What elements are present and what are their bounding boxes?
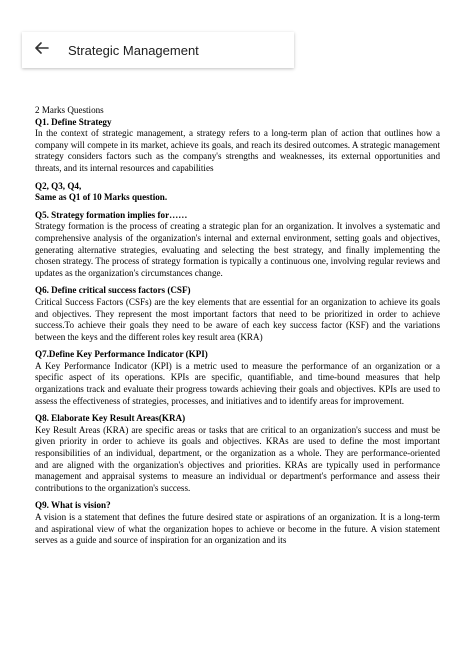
- answer-text: A vision is a statement that defines the future desired state or aspirations of an organization. It is a long-term and aspirational view of what the organization hopes to achieve or become in the future. A vision statement serves as a guide and source of inspiration for an organization and its: [35, 512, 440, 546]
- answer-text: In the context of strategic management, a strategy refers to a long-term plan of action that outlines how a company will compete in its market, achieve its goals, and reach its desired outcomes. A strategic management strategy considers factors such as the company's strengths and weaknesses, its external opportunities and threats, and its internal resources and capabilities: [35, 128, 440, 173]
- answer-text: A Key Performance Indicator (KPI) is a metric used to measure the performance of an organization or a specific aspect of its operations. KPIs are specific, quantifiable, and time-bound measures that help organizations track and evaluate their progress towards achieving their goals and objectives. KPIs are used to assess the effectiveness of strategies, processes, and initiatives and to identify areas for improvement.: [35, 360, 440, 406]
- page-title: Strategic Management: [68, 42, 199, 58]
- question-heading: Q8. Elaborate Key Result Areas(KRA): [35, 413, 186, 424]
- answer-text: Same as Q1 of 10 Marks question.: [35, 192, 168, 203]
- arrow-left-icon: [35, 41, 49, 59]
- answer-text: Key Result Areas (KRA) are specific areas or tasks that are critical to an organization's success and must be given priority in order to achieve its goals and objectives. KRAs are used to define the most important responsibilities of an individual, department, or the organization as a whole. They are performance-oriented and are aligned with the organization's objectives and priorities. KRAs are typically used in performance management and appraisal systems to measure an individual or department's performance and assess their contributions to the organization's success.: [35, 424, 440, 493]
- question-heading: Q7.Define Key Performance Indicator (KPI): [35, 349, 208, 360]
- question-heading: Q1. Define Strategy: [35, 116, 112, 127]
- question-heading: Q2, Q3, Q4,: [35, 180, 82, 191]
- question-heading: Q6. Define critical success factors (CSF): [35, 285, 191, 296]
- answer-text: Strategy formation is the process of creating a strategic plan for an organization. It involves a systematic and comprehensive analysis of the organization's internal and external environment, setting goals and objectives, generating alternative strategies, evaluating and selecting the best strategy, and finally implementing the chosen strategy. The process of strategy formation is typically a continuous one, involving regular reviews and updates as the organization's circumstances change.: [35, 221, 440, 278]
- back-button[interactable]: [22, 32, 62, 68]
- document-content: [35, 105, 440, 547]
- question-heading: Q9. What is vision?: [35, 500, 111, 511]
- app-bar: [22, 32, 294, 68]
- question-heading: Q5. Strategy formation implies for……: [35, 209, 188, 220]
- section-label: 2 Marks Questions: [35, 105, 104, 115]
- answer-text: Critical Success Factors (CSFs) are the key elements that are essential for an organization to achieve its goals and objectives. They represent the most important factors that need to be prioritized in order to achieve success.To achieve their goals they need to be aware of each key success factor (KSF) and the variations between the keys and the different roles key result area (KRA): [35, 296, 440, 342]
